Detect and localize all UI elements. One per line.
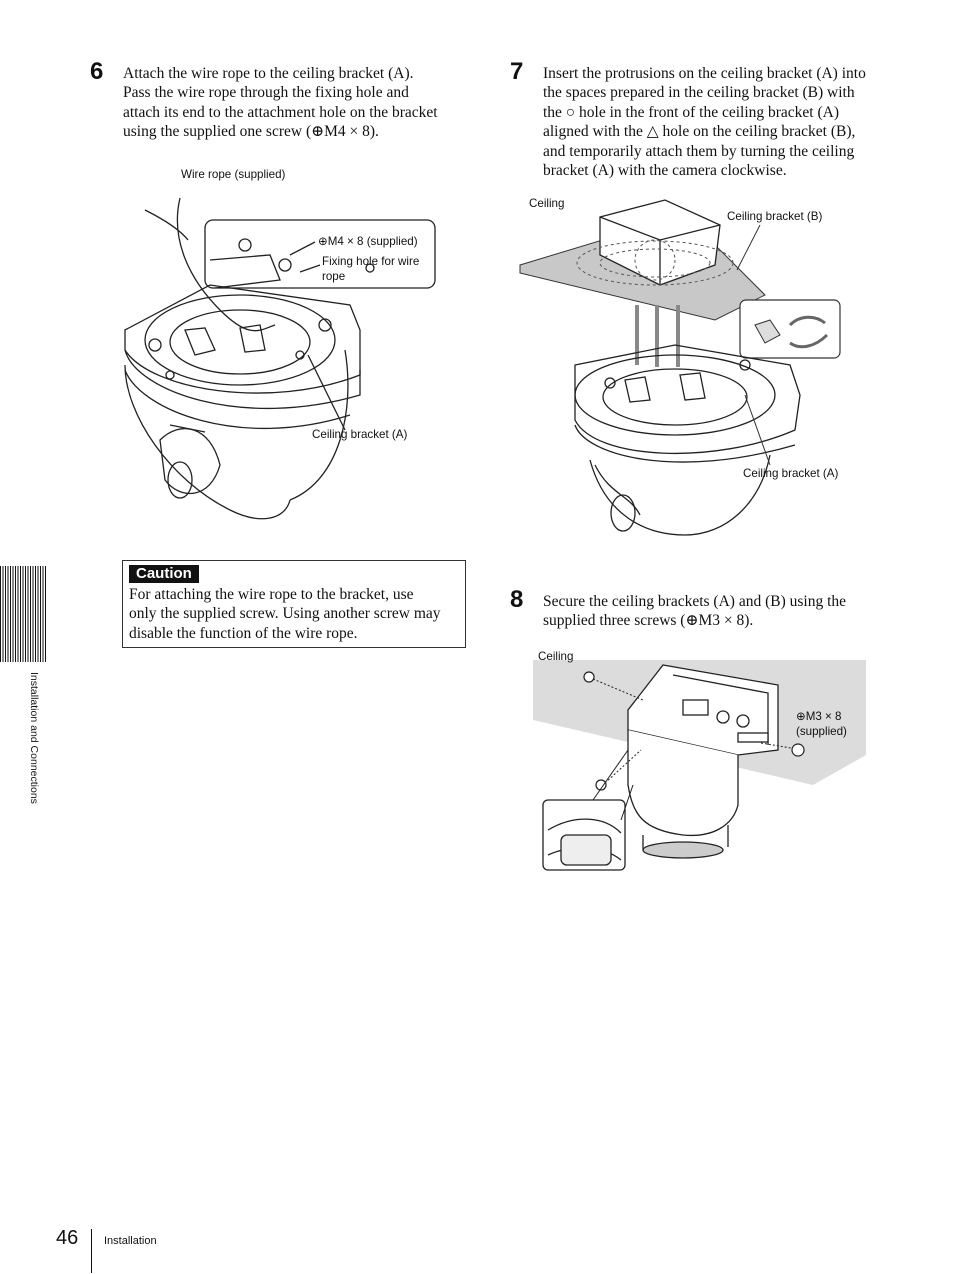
step-text xyxy=(123,64,438,142)
caution-title: Caution xyxy=(129,565,199,583)
text-line: supplied three screws (⊕M3 × 8). xyxy=(543,612,754,630)
text-line: only the supplied screw. Using another screw may xyxy=(129,605,441,623)
text-line: aligned with the △ hole on the ceiling bracket (B), xyxy=(543,123,856,141)
footer-divider xyxy=(91,1229,92,1273)
text-line: bracket (A) with the camera clockwise. xyxy=(543,162,787,180)
ceiling-label: Ceiling xyxy=(538,650,574,663)
text-line: and temporarily attach them by turning the ceiling xyxy=(543,142,855,160)
step-number: 7 xyxy=(510,58,524,85)
caution-text xyxy=(129,585,465,643)
footer-section: Installation xyxy=(104,1235,157,1247)
screw-label-line: ⊕M3 × 8 xyxy=(796,710,842,723)
step-number: 8 xyxy=(510,586,524,613)
camera-wire-rope-illustration xyxy=(110,180,470,540)
text-line: the spaces prepared in the ceiling bracket (B) with xyxy=(543,84,855,102)
text-line: Attach the wire rope to the ceiling bracket (A). xyxy=(123,65,414,82)
text-line: attach its end to the attachment hole on the bracket xyxy=(123,103,438,121)
caution-box xyxy=(122,560,466,648)
ceiling-bracket-a-label: Ceiling bracket (A) xyxy=(743,467,839,480)
bracket-alignment-illustration xyxy=(515,195,855,540)
fixing-hole-label-line: Fixing hole for wire xyxy=(322,255,420,268)
wire-rope-label: Wire rope (supplied) xyxy=(181,168,286,181)
text-line: Secure the ceiling brackets (A) and (B) using the xyxy=(543,593,847,610)
text-line: the ○ hole in the front of the ceiling bracket (A) xyxy=(543,103,840,121)
step-text xyxy=(543,592,846,631)
bracket-screw-illustration xyxy=(533,655,873,875)
ceiling-bracket-a-label: Ceiling bracket (A) xyxy=(312,428,408,441)
fixing-hole-label xyxy=(322,255,419,284)
screw-label xyxy=(796,710,847,739)
screw-label-line: (supplied) xyxy=(796,724,847,738)
ceiling-label: Ceiling xyxy=(529,197,565,210)
screw-label: ⊕M4 × 8 (supplied) xyxy=(318,235,418,248)
text-line: For attaching the wire rope to the bracket, use xyxy=(129,586,414,603)
page-number: 46 xyxy=(56,1227,79,1249)
ceiling-bracket-b-label: Ceiling bracket (B) xyxy=(727,210,823,223)
fixing-hole-label-line: rope xyxy=(322,269,346,283)
text-line: Insert the protrusions on the ceiling bracket (A) into xyxy=(543,65,866,82)
step-number: 6 xyxy=(90,58,104,85)
text-line: using the supplied one screw (⊕M4 × 8). xyxy=(123,123,379,141)
step-text xyxy=(543,64,866,180)
chapter-thumb-index xyxy=(0,566,46,662)
text-line: Pass the wire rope through the fixing hole and xyxy=(123,84,409,102)
text-line: disable the function of the wire rope. xyxy=(129,624,358,642)
chapter-side-tab: Installation and Connections xyxy=(28,672,40,804)
